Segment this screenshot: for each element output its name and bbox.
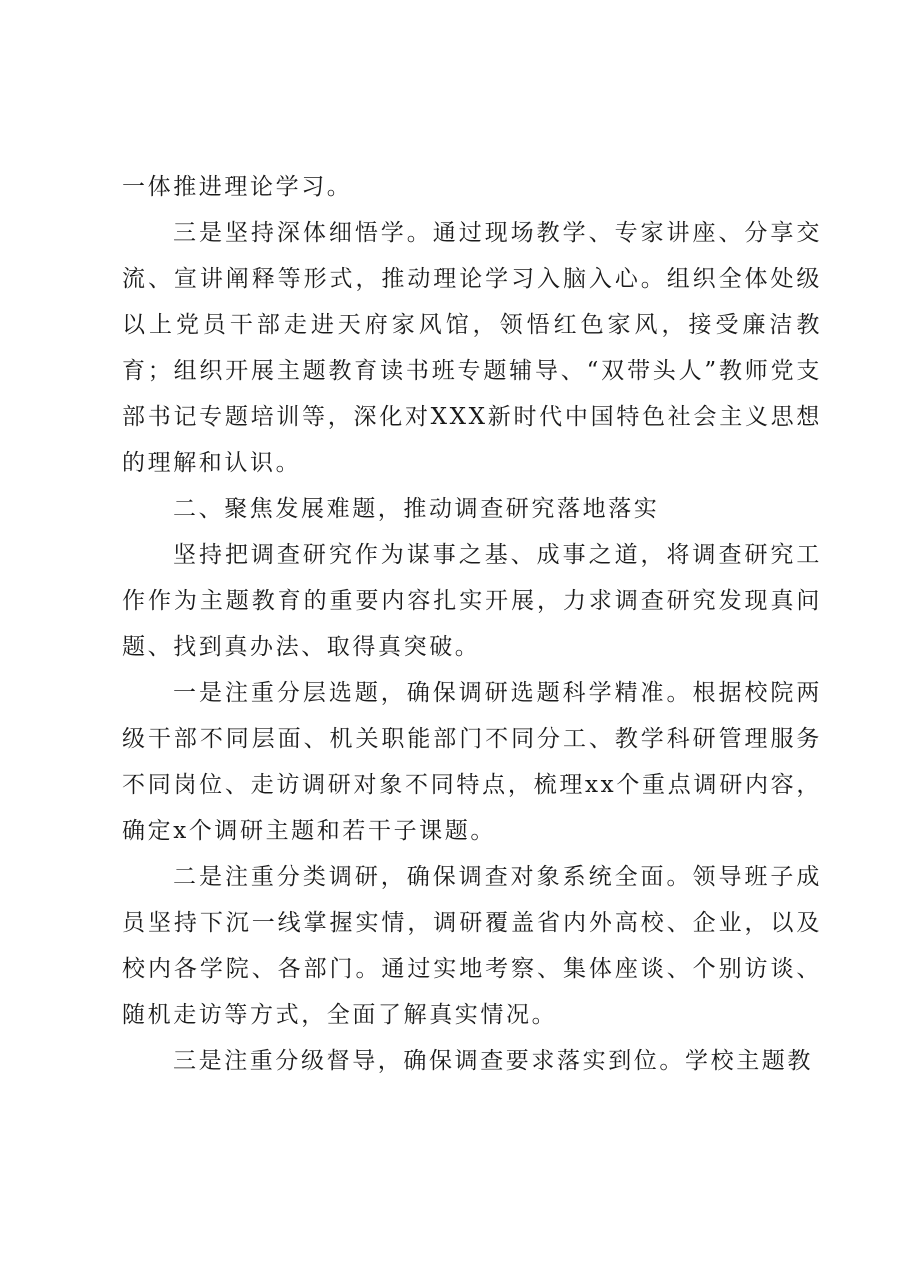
document-body [122, 164, 822, 1084]
paragraph-topic-selection: 一是注重分层选题，确保调研选题科学精准。根据校院两级干部不同层面、机关职能部门不同分工、教学科研管理服务不同岗位、走访调研对象不同特点，梳理xx个重点调研内容，确定x个调研主题和若干子课题。 [122, 680, 822, 844]
paragraph-supervision: 三是注重分级督导，确保调查要求落实到位。学校主题教 [173, 1048, 813, 1074]
paragraph-classified-research: 二是注重分类调研，确保调查对象系统全面。领导班子成员坚持下沉一线掌握实情，调研覆盖省内外高校、企业，以及校内各学院、各部门。通过实地考察、集体座谈、个别访谈、随机走访等方式，全面了解真实情况。 [122, 864, 822, 1028]
section-heading: 二、聚焦发展难题，推动调查研究落地落实 [173, 496, 660, 522]
paragraph-continuation: 一体推进理论学习。 [122, 174, 353, 200]
paragraph-study-method: 三是坚持深体细悟学。通过现场教学、专家讲座、分享交流、宣讲阐释等形式，推动理论学习入脑入心。组织全体处级以上党员干部走进天府家风馆，领悟红色家风，接受廉洁教育；组织开展主题教育读书班专题辅导、“双带头人”教师党支部书记专题培训等，深化对XXX新时代中国特色社会主义思想的理解和认识。 [122, 220, 822, 476]
paragraph-research-intro: 坚持把调查研究作为谋事之基、成事之道，将调查研究工作作为主题教育的重要内容扎实开展，力求调查研究发现真问题、找到真办法、取得真突破。 [122, 542, 822, 660]
